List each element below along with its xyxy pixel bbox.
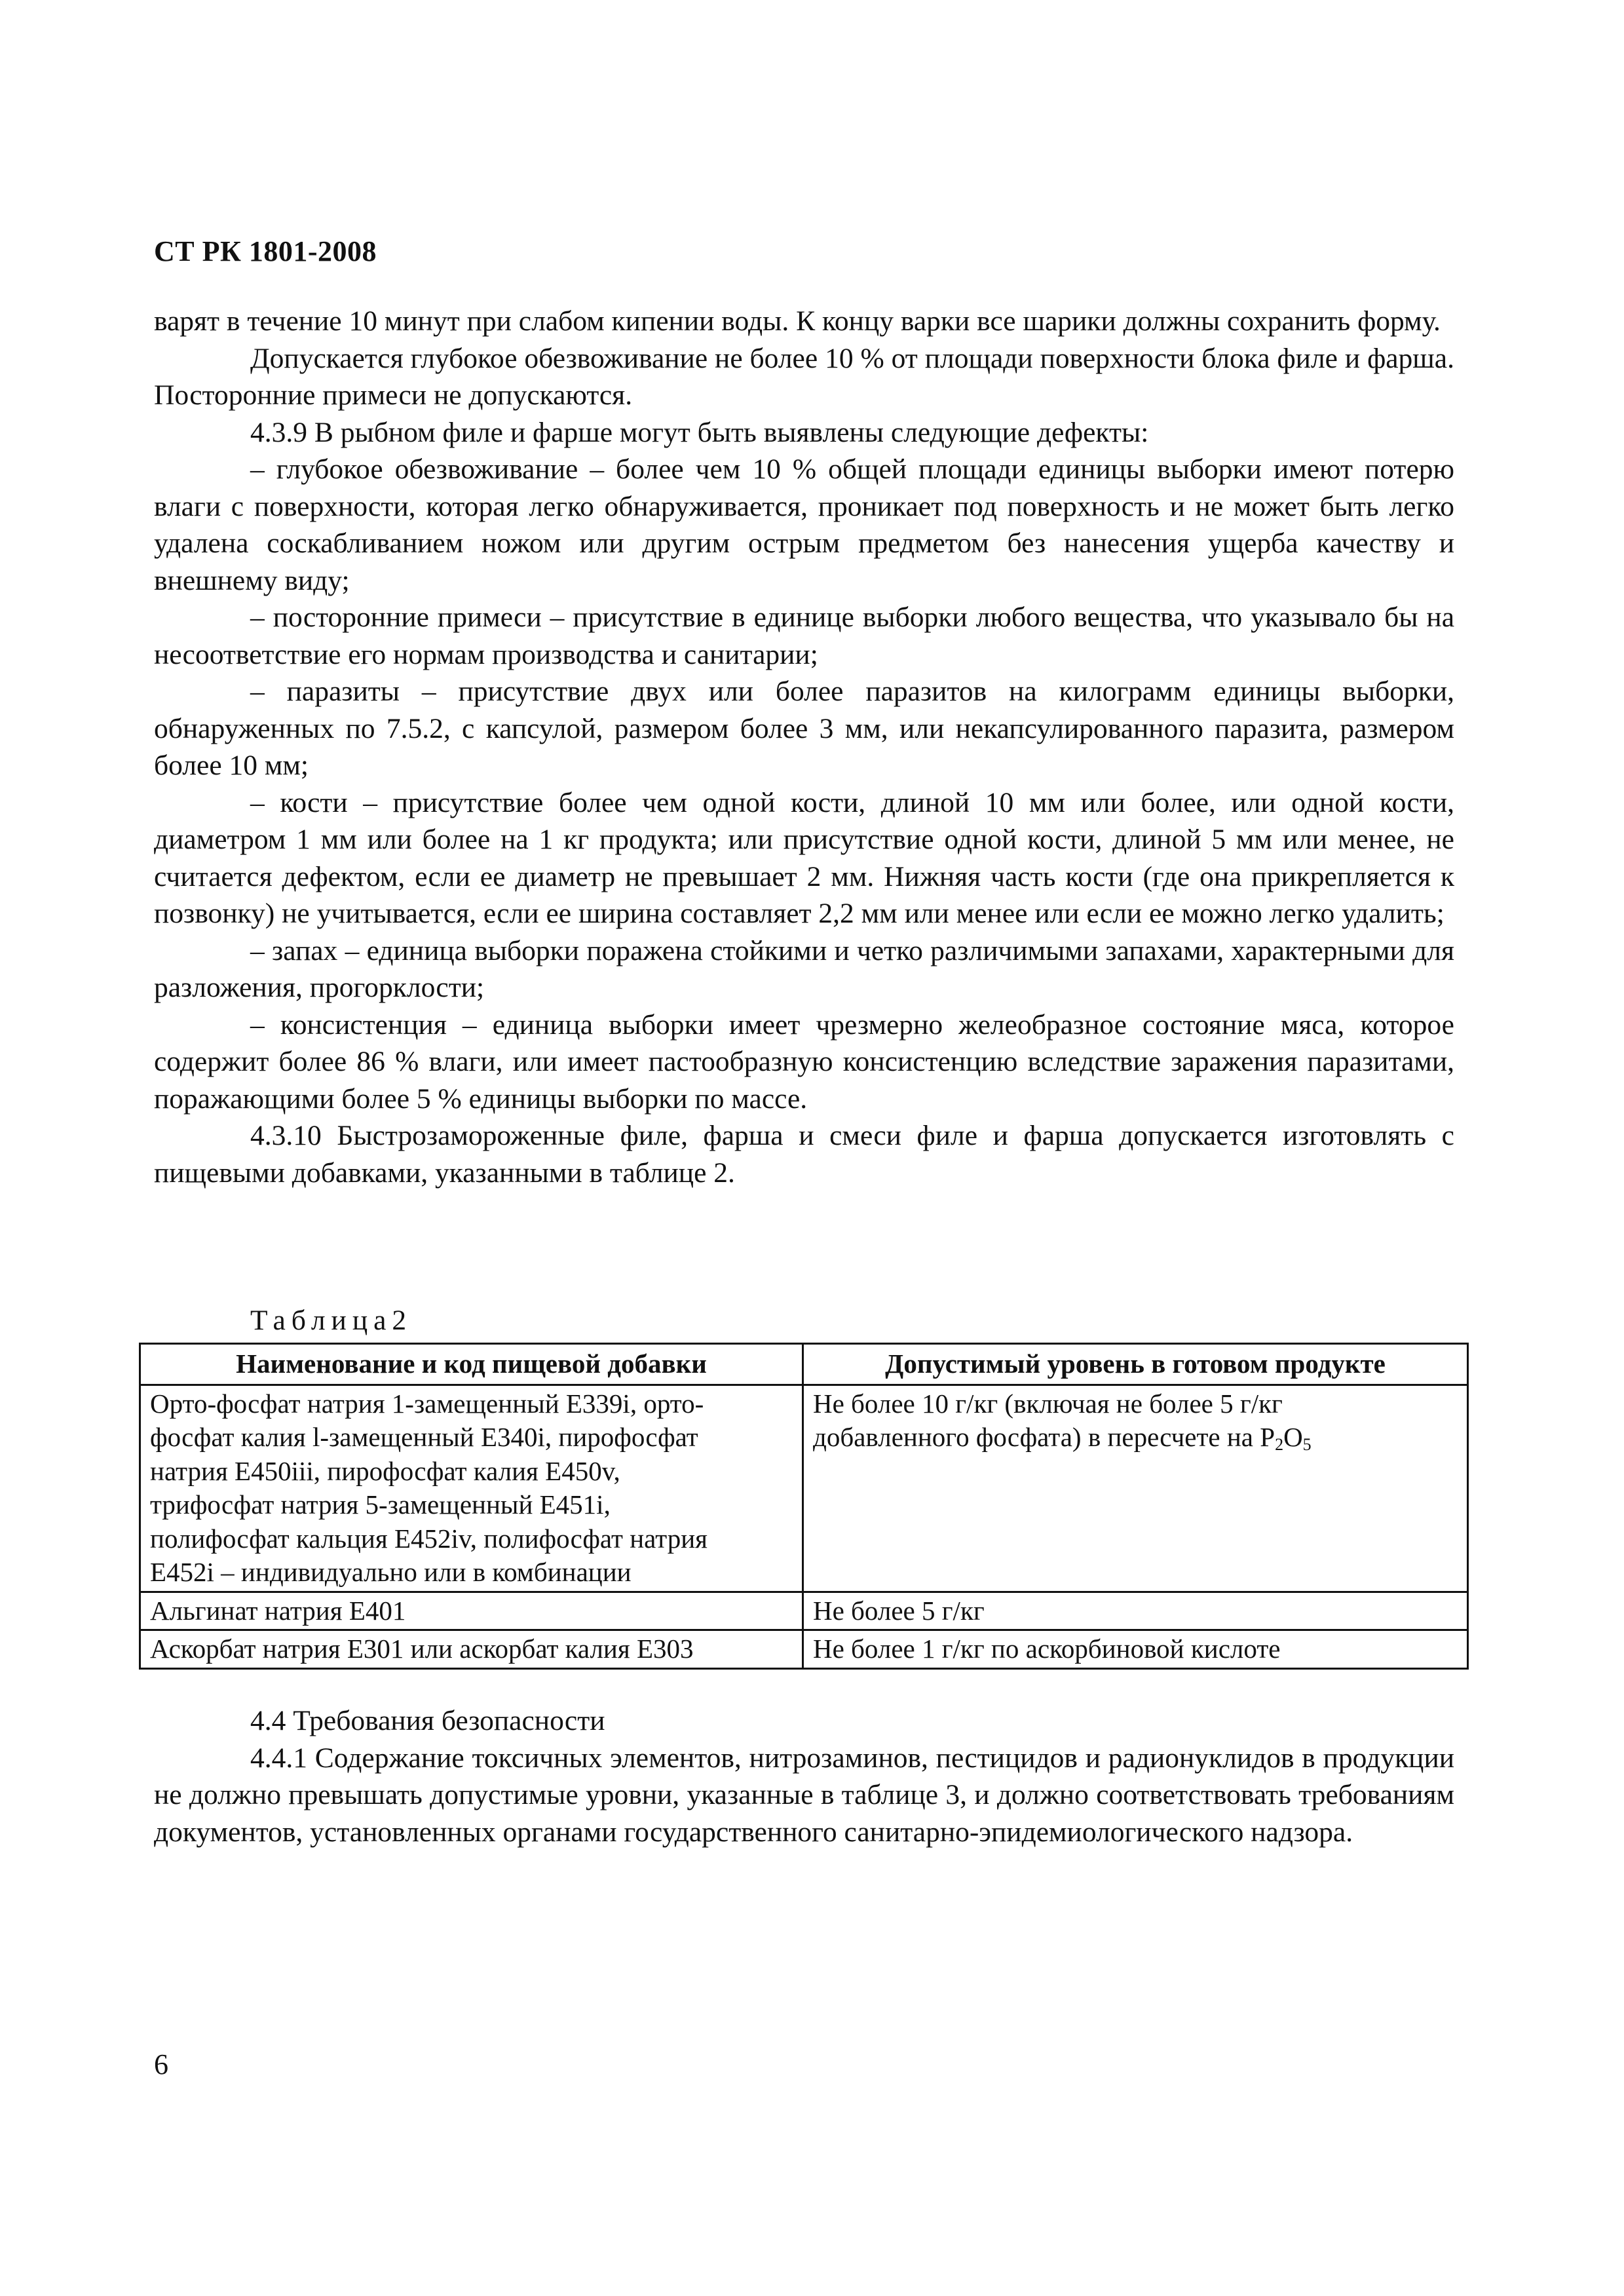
cell-line-with-formula	[813, 1421, 1458, 1462]
cell-line: натрия Е450iii, пирофосфат калия Е450v,	[150, 1455, 620, 1486]
formula-subscript-p: 2	[1275, 1435, 1284, 1454]
page-number: 6	[154, 2048, 168, 2080]
table-cell-level	[803, 1385, 1468, 1592]
formula-element-p: P	[1260, 1422, 1275, 1452]
body-text	[154, 303, 1454, 1191]
paragraph-4-3-9: 4.3.9 В рыбном филе и фарше могут быть выявлены следующие дефекты:	[250, 416, 1149, 448]
table-cell-additive: Альгинат натрия Е401	[140, 1592, 803, 1630]
column-header-additive: Наименование и код пищевой добавки	[140, 1344, 803, 1385]
column-header-level: Допустимый уровень в готовом продукте	[803, 1344, 1468, 1385]
defect-item-foreign-matter: – посторонние примеси – присутствие в единице выборки любого вещества, что указывало бы на несоответствие его нормам производства и санитарии;	[154, 602, 1454, 670]
defect-item-bones: – кости – присутствие более чем одной кости, длиной 10 мм или более, или одной кости, диаметром 1 мм или более на 1 кг продукта; или присутствие одной кости, длиной 5 мм или менее, не считается дефектом, если ее диаметр не превышает 2 мм. Нижняя часть кости (где она прикрепляется к позвонку) не учитывается, если ее ширина составляет 2,2 мм или менее или если ее можно легко удалить;	[154, 786, 1454, 929]
paragraph-4-4-1: 4.4.1 Содержание токсичных элементов, нитрозаминов, пестицидов и радионуклидов в продукции не должно превышать допустимые уровни, указанные в таблице 3, и должно соответствовать требованиям документов, установленных органами государственного санитарно-эпидемиологического надзора.	[154, 1742, 1454, 1848]
safety-requirements-section	[154, 1702, 1454, 1850]
cell-line: Е452i – индивидуально или в комбинации	[150, 1557, 632, 1587]
defect-item-dehydration: – глубокое обезвоживание – более чем 10 % общей площади единицы выборки имеют потерю влаги с поверхности, которая легко обнаруживается, проникает под поверхность и не может быть легко удалена соскабливанием ножом или другим острым предметом без нанесения ущерба качеству и внешнему виду;	[154, 453, 1454, 596]
cell-line: полифосфат кальция Е452iv, полифосфат натрия	[150, 1523, 708, 1554]
cell-line-text: добавленного фосфата) в пересчете на	[813, 1422, 1260, 1452]
defect-item-parasites: – паразиты – присутствие двух или более паразитов на килограмм единицы выборки, обнаруженных по 7.5.2, с капсулой, размером более 3 мм, или некапсулированного паразита, размером более 10 мм;	[154, 676, 1454, 781]
paragraph-continuation: варят в течение 10 минут при слабом кипении воды. К концу варки все шарики должны сохранить форму.	[154, 305, 1441, 337]
table-caption: Таблица2	[250, 1305, 413, 1336]
document-code-header: СТ РК 1801-2008	[154, 235, 377, 267]
formula-element-o: O	[1283, 1422, 1303, 1452]
table-2	[139, 1343, 1469, 1670]
cell-line: трифосфат натрия 5-замещенный Е451i,	[150, 1489, 611, 1520]
defect-item-texture: – консистенция – единица выборки имеет чрезмерно желеобразное состояние мяса, которое содержит более 86 % влаги, или имеет пастообразную консистенцию вследствие заражения паразитами, поражающими более 5 % единицы выборки по массе.	[154, 1008, 1454, 1115]
table-cell-level: Не более 1 г/кг по аскорбиновой кислоте	[803, 1630, 1468, 1669]
defect-item-odor: – запах – единица выборки поражена стойкими и четко различимыми запахами, характерными для разложения, прогорклости;	[154, 934, 1454, 1003]
table-row	[140, 1385, 1468, 1592]
table-cell-additive	[140, 1385, 803, 1592]
table-row	[140, 1630, 1468, 1669]
table-row	[140, 1592, 1468, 1630]
formula-subscript-o: 5	[1302, 1435, 1312, 1454]
section-heading-4-4: 4.4 Требования безопасности	[250, 1705, 605, 1736]
cell-line: Не более 10 г/кг (включая не более 5 г/кг	[813, 1388, 1283, 1419]
table-header-row	[140, 1344, 1468, 1385]
cell-line: Орто-фосфат натрия 1-замещенный Е339i, орто-	[150, 1388, 704, 1419]
phosphorus-pentoxide-formula	[1260, 1422, 1311, 1452]
paragraph-dehydration-allowance: Допускается глубокое обезвоживание не более 10 % от площади поверхности блока филе и фарша. Посторонние примеси не допускаются.	[154, 342, 1454, 411]
table-cell-additive: Аскорбат натрия Е301 или аскорбат калия Е303	[140, 1630, 803, 1669]
cell-line: фосфат калия l-замещенный Е340i, пирофосфат	[150, 1422, 698, 1452]
paragraph-4-3-10: 4.3.10 Быстрозамороженные филе, фарша и смеси филе и фарша допускается изготовлять с пищевыми добавками, указанными в таблице 2.	[154, 1120, 1454, 1189]
table-cell-level: Не более 5 г/кг	[803, 1592, 1468, 1630]
food-additives-table	[139, 1343, 1467, 1670]
